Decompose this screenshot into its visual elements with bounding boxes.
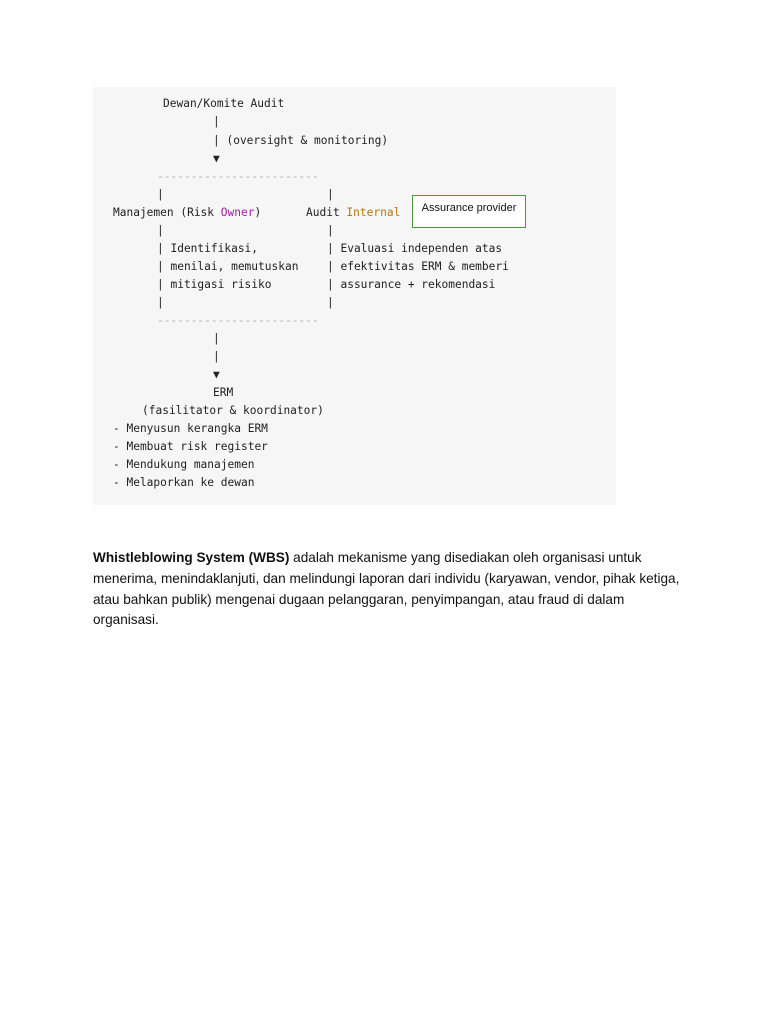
- left-desc-line: | mitigasi risiko: [157, 278, 272, 291]
- erm-role: (fasilitator & koordinator): [142, 404, 324, 417]
- pipe-right: |: [327, 224, 334, 237]
- arrow-down-icon: ▼: [213, 152, 220, 165]
- erm-task-item: - Melaporkan ke dewan: [113, 476, 255, 489]
- right-desc-line: | efektivitas ERM & memberi: [327, 260, 509, 273]
- erm-task-item: - Membuat risk register: [113, 440, 268, 453]
- erm-task-item: - Mendukung manajemen: [113, 458, 255, 471]
- branch-pipe-left: |: [157, 188, 164, 201]
- down-pipe: |: [213, 332, 220, 345]
- audit-prefix: Audit: [306, 206, 347, 219]
- branch-pipe-right: |: [327, 188, 334, 201]
- audit-internal-keyword: Internal: [346, 206, 401, 219]
- branch-top-rule: ------------------------: [157, 170, 319, 183]
- right-desc-line: | assurance + rekomendasi: [327, 278, 496, 291]
- branch-bottom-rule: ------------------------: [157, 314, 319, 327]
- node-audit-internal: [306, 206, 400, 220]
- left-desc-line: | Identifikasi,: [157, 242, 259, 255]
- manajemen-suffix: ): [254, 206, 262, 219]
- left-desc-line: | menilai, memutuskan: [157, 260, 299, 273]
- wbs-term: Whistleblowing System (WBS): [93, 550, 290, 565]
- assurance-provider-callout: Assurance provider: [412, 195, 526, 228]
- manajemen-prefix: Manajemen (Risk: [113, 206, 221, 219]
- wbs-paragraph: [93, 548, 683, 631]
- pipe-left: |: [157, 224, 164, 237]
- right-desc-line: | Evaluasi independen atas: [327, 242, 503, 255]
- left-desc-line: |: [157, 296, 164, 309]
- top-node-dewan: Dewan/Komite Audit: [163, 97, 285, 110]
- arrow-down-icon: ▼: [213, 368, 220, 381]
- node-manajemen: [113, 206, 261, 220]
- erm-task-item: - Menyusun kerangka ERM: [113, 422, 268, 435]
- top-edge-label: | (oversight & monitoring): [213, 134, 389, 147]
- node-erm: ERM: [213, 386, 234, 399]
- wbs-definition: adalah mekanisme yang disediakan oleh organisasi untuk menerima, menindaklanjuti, dan melindungi laporan dari individu (karyawan, vendor, pihak ketiga, atau bahkan publik) mengenai dugaan pelanggaran, penyimpangan, atau fraud di dalam organisasi.: [93, 550, 680, 628]
- manajemen-owner: Owner: [220, 206, 255, 219]
- top-edge-pipe: |: [213, 115, 220, 128]
- down-pipe: |: [213, 350, 220, 363]
- right-desc-line: |: [327, 296, 334, 309]
